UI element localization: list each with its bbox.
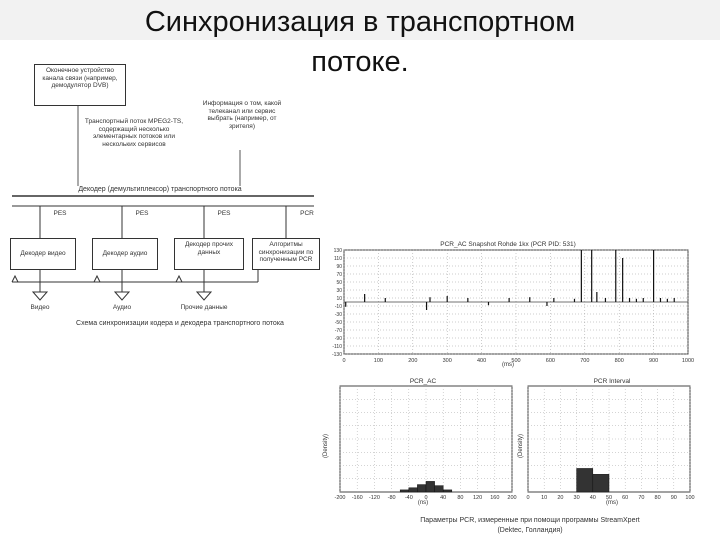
y-tick-label: 30 <box>336 288 342 294</box>
x-tick-label: 60 <box>622 495 629 501</box>
y-tick-label: -30 <box>334 312 342 318</box>
pcr-label: PCR <box>300 210 314 217</box>
x-tick-label: -40 <box>404 495 413 501</box>
x-tick-label: 800 <box>614 358 624 364</box>
channel-device-box <box>34 64 126 106</box>
plots-caption-line1: Параметры PCR, измеренные при помощи программы StreamXpert <box>420 517 640 524</box>
channel-device-text: Оконечное устройство канала связи (например, демодулятор DVB) <box>42 67 118 89</box>
video-decoder-box <box>10 238 76 270</box>
x-tick-label: 300 <box>442 358 452 364</box>
plots-caption-line2: (Dektec, Голландия) <box>497 527 563 534</box>
x-tick-label: -200 <box>334 495 346 501</box>
chart-ylabel: (Density) <box>323 433 329 459</box>
pcr-ac-histogram <box>318 376 518 506</box>
x-tick-label: 400 <box>477 358 487 364</box>
histogram-bar <box>409 488 418 492</box>
video-output-label: Видео <box>30 304 50 311</box>
chart-xlabel: (ns) <box>417 500 429 506</box>
sync-algorithms-box <box>252 238 320 270</box>
data-decoder-text: Декодер прочих данных <box>184 241 234 256</box>
audio-decoder-box <box>92 238 158 270</box>
audio-decoder-text: Декодер аудио <box>102 250 148 257</box>
y-tick-label: -130 <box>331 352 342 358</box>
y-tick-label: -50 <box>334 320 342 326</box>
x-tick-label: 200 <box>507 495 517 501</box>
x-tick-label: 70 <box>638 495 645 501</box>
x-tick-label: 90 <box>670 495 677 501</box>
x-tick-label: -160 <box>351 495 363 501</box>
x-tick-label: 1000 <box>681 358 695 364</box>
histogram-bar <box>426 481 435 492</box>
y-tick-label: -90 <box>334 336 342 342</box>
x-tick-label: -80 <box>387 495 396 501</box>
audio-output-label: Аудио <box>112 304 132 311</box>
pcr-ac-snapshot-chart <box>318 238 695 368</box>
x-tick-label: 900 <box>649 358 659 364</box>
histogram-bar <box>577 468 593 492</box>
transport-stream-text: Транспортный поток MPEG2-TS, содержащий несколько элементарных потоков или нескольких сервисов <box>84 118 184 148</box>
pes-label-3: PES <box>217 210 231 217</box>
pcr-interval-histogram <box>514 376 696 506</box>
x-tick-label: 10 <box>541 495 548 501</box>
y-tick-label: 130 <box>333 248 342 254</box>
chart-ylabel: (Density) <box>518 433 524 459</box>
x-tick-label: 100 <box>373 358 383 364</box>
chart-xlabel: (ms) <box>606 500 618 506</box>
video-decoder-text: Декодер видео <box>20 250 66 257</box>
y-tick-label: -70 <box>334 328 342 334</box>
x-tick-label: 0 <box>342 358 346 364</box>
histogram-bar <box>435 486 444 492</box>
data-output-label: Прочие данные <box>180 304 228 311</box>
x-tick-label: 80 <box>457 495 464 501</box>
pes-label-2: PES <box>135 210 149 217</box>
chart-title: PCR_AC <box>409 378 437 385</box>
demux-text: Декодер (демультиплексор) транспортного потока <box>78 186 242 193</box>
chart-title: PCR_AC Snapshot Rohde 1kx (PCR PID: 531) <box>440 241 576 248</box>
diagram-caption: Схема синхронизации кодера и декодера транспортного потока <box>76 320 284 327</box>
chart-title: PCR Interval <box>593 378 631 385</box>
x-tick-label: 160 <box>490 495 500 501</box>
x-tick-label: 40 <box>440 495 447 501</box>
service-info-text: Информация о том, какой телеканал или сервис выбрать (например, от зрителя) <box>202 100 282 130</box>
y-tick-label: 90 <box>336 264 342 270</box>
pes-label-1: PES <box>53 210 67 217</box>
sync-algorithms-text: Алгоритмы синхронизации по полученным PCR <box>258 241 314 263</box>
histogram-bar <box>400 490 409 492</box>
histogram-bar <box>593 474 609 492</box>
x-tick-label: 500 <box>511 358 521 364</box>
x-tick-label: 120 <box>473 495 483 501</box>
x-tick-label: 600 <box>545 358 555 364</box>
x-tick-label: 30 <box>573 495 580 501</box>
histogram-bar <box>443 490 452 492</box>
x-tick-label: 20 <box>557 495 564 501</box>
x-tick-label: 100 <box>685 495 695 501</box>
plots-caption <box>360 516 700 536</box>
y-tick-label: 70 <box>336 272 342 278</box>
y-tick-label: -10 <box>334 304 342 310</box>
slide-title-line2: потоке. <box>311 46 409 78</box>
x-tick-label: 700 <box>580 358 590 364</box>
x-tick-label: 50 <box>605 495 613 501</box>
x-tick-label: -120 <box>368 495 380 501</box>
histogram-bar <box>417 485 426 492</box>
x-tick-label: 0 <box>526 495 530 501</box>
y-tick-label: 10 <box>336 296 342 302</box>
data-decoder-box <box>174 238 244 270</box>
x-tick-label: 0 <box>424 495 428 501</box>
y-tick-label: 50 <box>336 280 342 286</box>
slide-title-line1: Синхронизация в транспортном <box>144 6 576 38</box>
chart-xlabel: (ms) <box>502 362 514 368</box>
y-tick-label: -110 <box>332 344 342 350</box>
x-tick-label: 40 <box>589 495 596 501</box>
y-tick-label: 110 <box>334 256 342 262</box>
x-tick-label: 80 <box>654 495 661 501</box>
x-tick-label: 200 <box>408 358 418 364</box>
